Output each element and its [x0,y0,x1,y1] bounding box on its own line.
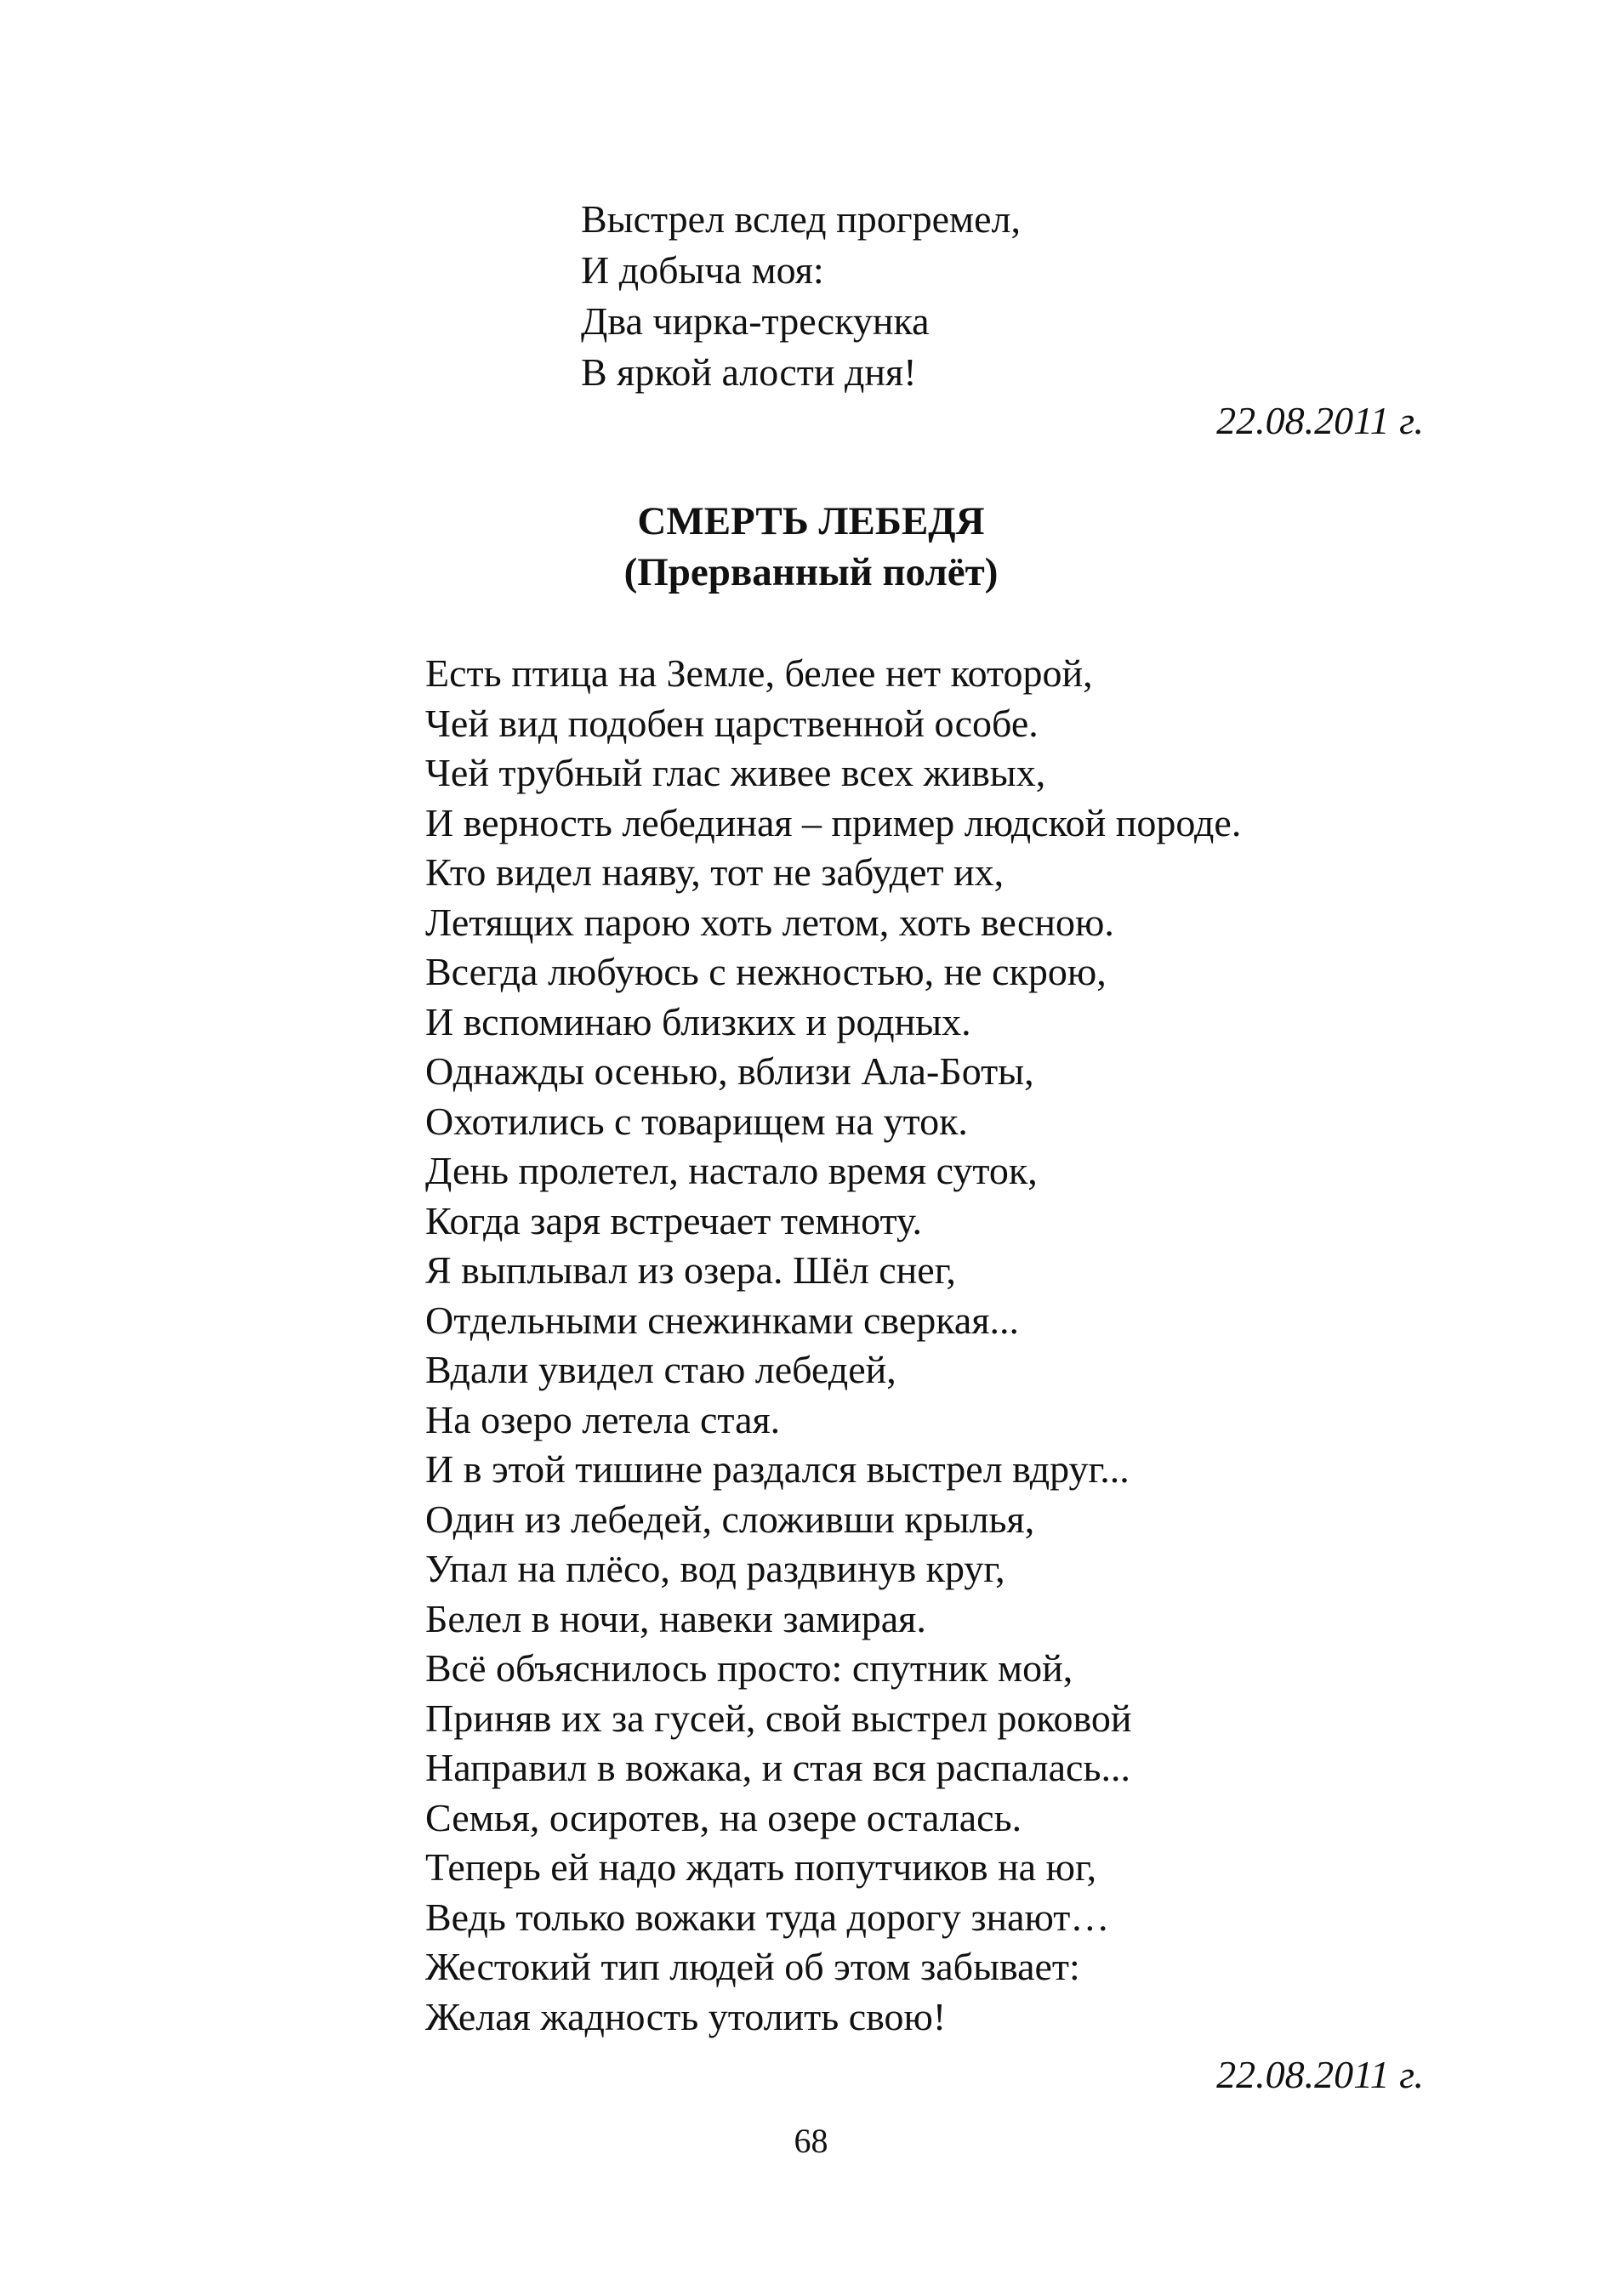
poem-line: Белел в ночи, навеки замирая. [425,1596,926,1640]
poem-line: Жестокий тип людей об этом забывает: [425,1945,1080,1988]
poem-heading [0,496,1622,598]
poem-line: На озеро летела стая. [425,1397,781,1441]
verse-line: Два чирка-трескунка [581,299,930,343]
previous-poem-ending [581,194,1346,398]
verse-line: В яркой алости дня! [581,350,917,394]
poem-line: Чей трубный глас живее всех живых, [425,751,1046,794]
poem-line: Упал на плёсо, вод раздвинув круг, [425,1547,1005,1590]
poem-line: Вдали увидел стаю лебедей, [425,1348,896,1391]
poem-subtitle: (Прерванный полёт) [623,550,999,594]
poem-line: Ведь только вожаки туда дорогу знают… [425,1895,1110,1939]
poem-line: Отдельными снежинками сверкая... [425,1298,1019,1342]
poem-line: Когда заря встречает темноту. [425,1198,922,1242]
poem-line: Охотились с товарищем на уток. [425,1099,968,1143]
poem-date: 22.08.2011 г. [1216,2053,1424,2096]
poem-line: Семья, осиротев, на озере осталась. [425,1795,1022,1839]
poem-line: Чей вид подобен царственной особе. [425,701,1039,745]
poem-line: Всё объяснилось просто: спутник мой, [425,1646,1073,1690]
poem-line: И в этой тишине раздался выстрел вдруг... [425,1447,1130,1491]
verse-line: И добыча моя: [581,248,824,292]
poem-line: И верность лебединая – пример людской породе. [425,800,1242,844]
poem-line: Кто видел наяву, тот не забудет их, [425,850,1005,894]
poem-body [425,649,1531,2042]
poem-line: Теперь ей надо ждать попутчиков на юг, [425,1845,1097,1889]
poem-title: СМЕРТЬ ЛЕБЕДЯ [637,499,985,543]
verse-line: Выстрел вслед прогремел, [581,197,1021,241]
page-number: 68 [794,2122,828,2160]
poem-line: Направил в вожака, и стая вся распалась... [425,1746,1130,1789]
poem-line: Есть птица на Земле, белее нет которой, [425,651,1093,695]
poem-line: Я выплывал из озера. Шёл снег, [425,1248,956,1292]
poem-line: Всегда любуюсь с нежностью, не скрою, [425,950,1107,993]
poem-line: День пролетел, настало время суток, [425,1149,1038,1192]
poem-line: Летящих парою хоть летом, хоть весною. [425,900,1114,944]
poem-line: Приняв их за гусей, свой выстрел роковой [425,1696,1132,1740]
poem-line: Однажды осенью, вблизи Ала-Боты, [425,1049,1034,1093]
previous-poem-date: 22.08.2011 г. [1216,399,1424,442]
poem-line: Желая жадность утолить свою! [425,1994,947,2038]
poem-line: Один из лебедей, сложивши крылья, [425,1497,1035,1541]
poem-line: И вспоминаю близких и родных. [425,999,971,1043]
